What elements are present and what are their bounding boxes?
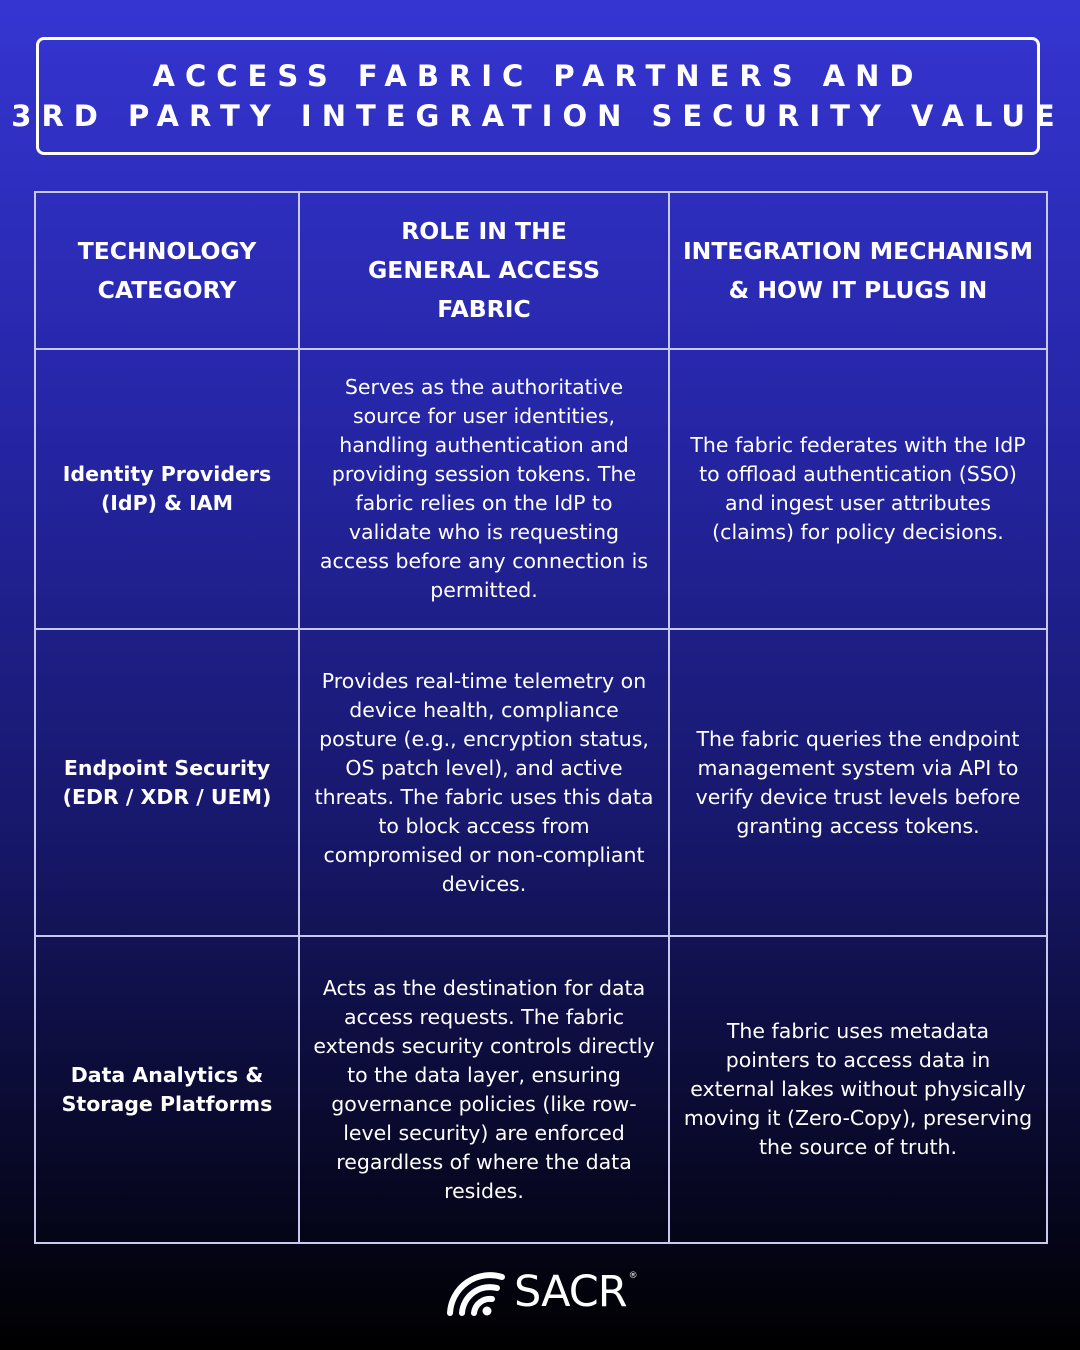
role-cell: Acts as the destination for data access requests. The fabric extends security controls directly to the data layer, ensuring governance policies (like row-level security) are enforced regardless of where the data resides. (299, 936, 669, 1243)
title-box (11, 37, 1065, 155)
category-cell: Data Analytics & Storage Platforms (35, 936, 299, 1243)
integration-cell: The fabric queries the endpoint management system via API to verify device trust levels before granting access tokens. (669, 629, 1047, 936)
title-line-2: 3RD PARTY INTEGRATION SECURITY VALUE (11, 99, 1065, 133)
table-header-row (35, 192, 1047, 349)
registered-mark: ® (628, 1271, 638, 1281)
sacr-logo (446, 1266, 638, 1318)
category-cell: Identity Providers (IdP) & IAM (35, 349, 299, 629)
column-header-role: ROLE IN THE GENERAL ACCESS FABRIC (299, 192, 669, 349)
wifi-signal-icon (446, 1267, 508, 1317)
table-row (35, 629, 1047, 936)
table-row (35, 936, 1047, 1243)
logo-wordmark: SACR (514, 1267, 627, 1317)
category-cell: Endpoint Security (EDR / XDR / UEM) (35, 629, 299, 936)
integration-cell: The fabric uses metadata pointers to access data in external lakes without physically moving it (Zero-Copy), preserving the source of truth. (669, 936, 1047, 1243)
column-header-integration: INTEGRATION MECHANISM & HOW IT PLUGS IN (669, 192, 1047, 349)
table-row (35, 349, 1047, 629)
integration-table (34, 191, 1048, 1244)
column-header-category: TECHNOLOGY CATEGORY (35, 192, 299, 349)
role-cell: Serves as the authoritative source for user identities, handling authentication and providing session tokens. The fabric relies on the IdP to validate who is requesting access before any connection is permitted. (299, 349, 669, 629)
integration-cell: The fabric federates with the IdP to offload authentication (SSO) and ingest user attributes (claims) for policy decisions. (669, 349, 1047, 629)
role-cell: Provides real-time telemetry on device health, compliance posture (e.g., encryption status, OS patch level), and active threats. The fabric uses this data to block access from compromised or non-compliant devices. (299, 629, 669, 936)
title-line-1: ACCESS FABRIC PARTNERS AND (152, 59, 924, 93)
